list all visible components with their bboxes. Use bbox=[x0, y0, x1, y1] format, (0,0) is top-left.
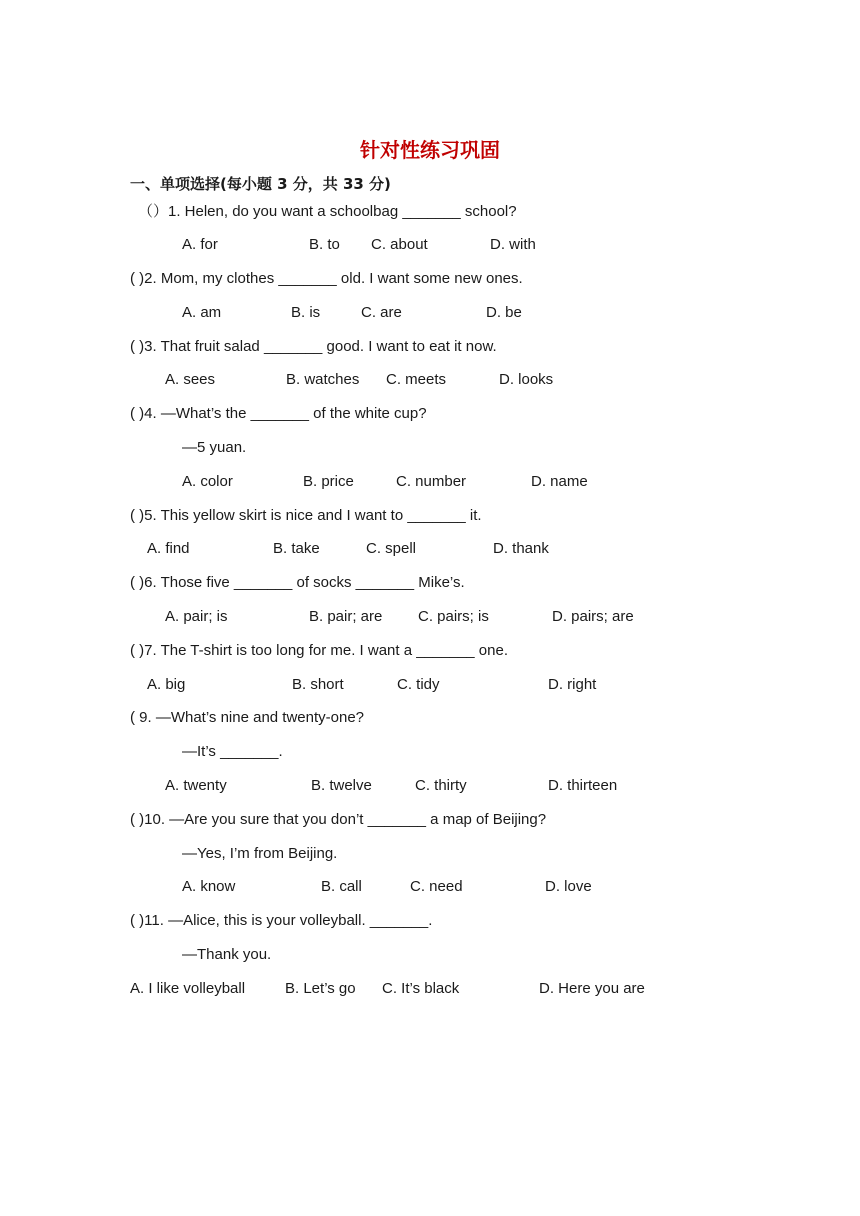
question-6-option-b: B. pair; are bbox=[309, 608, 383, 625]
question-2-option-b: B. is bbox=[291, 304, 321, 321]
question-4-option-c: C. number bbox=[396, 473, 467, 490]
question-10-option-c: C. need bbox=[410, 878, 463, 895]
question-7-option-b: B. short bbox=[292, 676, 344, 693]
question-5-stem: ( )5. This yellow skirt is nice and I want to _______ it. bbox=[130, 507, 482, 524]
question-6-option-a: A. pair; is bbox=[165, 608, 228, 625]
question-2-option-c: C. are bbox=[361, 304, 402, 321]
question-6-option-c: C. pairs; is bbox=[418, 608, 489, 625]
question-3-option-c: C. meets bbox=[386, 371, 447, 388]
question-4-option-b: B. price bbox=[303, 473, 354, 490]
question-7-option-c: C. tidy bbox=[397, 676, 440, 693]
question-4-option-a: A. color bbox=[182, 473, 233, 490]
question-5-option-d: D. thank bbox=[493, 540, 549, 557]
question-1-option-b: B. to bbox=[309, 236, 340, 253]
question-3-option-b: B. watches bbox=[286, 371, 360, 388]
question-11-option-a: A. I like volleyball bbox=[130, 980, 246, 997]
question-9-option-d: D. thirteen bbox=[548, 777, 618, 794]
question-10-option-b: B. call bbox=[321, 878, 362, 895]
question-11-option-c: C. It’s black bbox=[382, 980, 460, 997]
question-11-option-b: B. Let’s go bbox=[285, 980, 356, 997]
question-4-stem: ( )4. —What’s the _______ of the white cup? bbox=[130, 405, 427, 422]
question-11-stem: ( )11. —Alice, this is your volleyball. _______. bbox=[130, 912, 433, 929]
question-9-stem: ( 9. —What’s nine and twenty-one? bbox=[130, 709, 365, 726]
question-6-option-d: D. pairs; are bbox=[552, 608, 634, 625]
question-1-option-d: D. with bbox=[490, 236, 536, 253]
question-7-option-d: D. right bbox=[548, 676, 597, 693]
question-9-option-a: A. twenty bbox=[165, 777, 227, 794]
question-5-option-a: A. find bbox=[147, 540, 190, 557]
question-9-reply: —It’s _______. bbox=[182, 743, 283, 760]
question-7-option-a: A. big bbox=[147, 676, 186, 693]
question-5-option-c: C. spell bbox=[366, 540, 417, 557]
question-10-stem: ( )10. —Are you sure that you don’t _______ a map of Beijing? bbox=[130, 811, 547, 828]
question-1-option-a: A. for bbox=[182, 236, 218, 253]
question-4-option-d: D. name bbox=[531, 473, 588, 490]
question-3-stem: ( )3. That fruit salad _______ good. I want to eat it now. bbox=[130, 338, 497, 355]
page-title: 针对性练习巩固 bbox=[360, 138, 500, 162]
question-10-reply: —Yes, I’m from Beijing. bbox=[182, 845, 338, 862]
question-3-option-d: D. looks bbox=[499, 371, 554, 388]
question-9-option-b: B. twelve bbox=[311, 777, 372, 794]
question-11-option-d: D. Here you are bbox=[539, 980, 645, 997]
question-6-stem: ( )6. Those five _______ of socks _______ Mike’s. bbox=[130, 574, 465, 591]
question-4-reply: —5 yuan. bbox=[182, 439, 247, 456]
question-7-stem: ( )7. The T-shirt is too long for me. I want a _______ one. bbox=[130, 642, 508, 659]
section-heading: 一、单项选择(每小题 3 分，共 33 分) bbox=[130, 175, 391, 193]
question-3-option-a: A. sees bbox=[165, 371, 216, 388]
question-9-option-c: C. thirty bbox=[415, 777, 467, 794]
question-10-option-a: A. know bbox=[182, 878, 236, 895]
question-2-stem: ( )2. Mom, my clothes _______ old. I want some new ones. bbox=[130, 270, 523, 287]
question-1-stem: （）1. Helen, do you want a schoolbag _______ school? bbox=[138, 203, 517, 220]
question-2-option-a: A. am bbox=[182, 304, 222, 321]
question-2-option-d: D. be bbox=[486, 304, 522, 321]
question-1-option-c: C. about bbox=[371, 236, 428, 253]
question-5-option-b: B. take bbox=[273, 540, 320, 557]
question-11-reply: —Thank you. bbox=[182, 946, 272, 963]
question-10-option-d: D. love bbox=[545, 878, 592, 895]
